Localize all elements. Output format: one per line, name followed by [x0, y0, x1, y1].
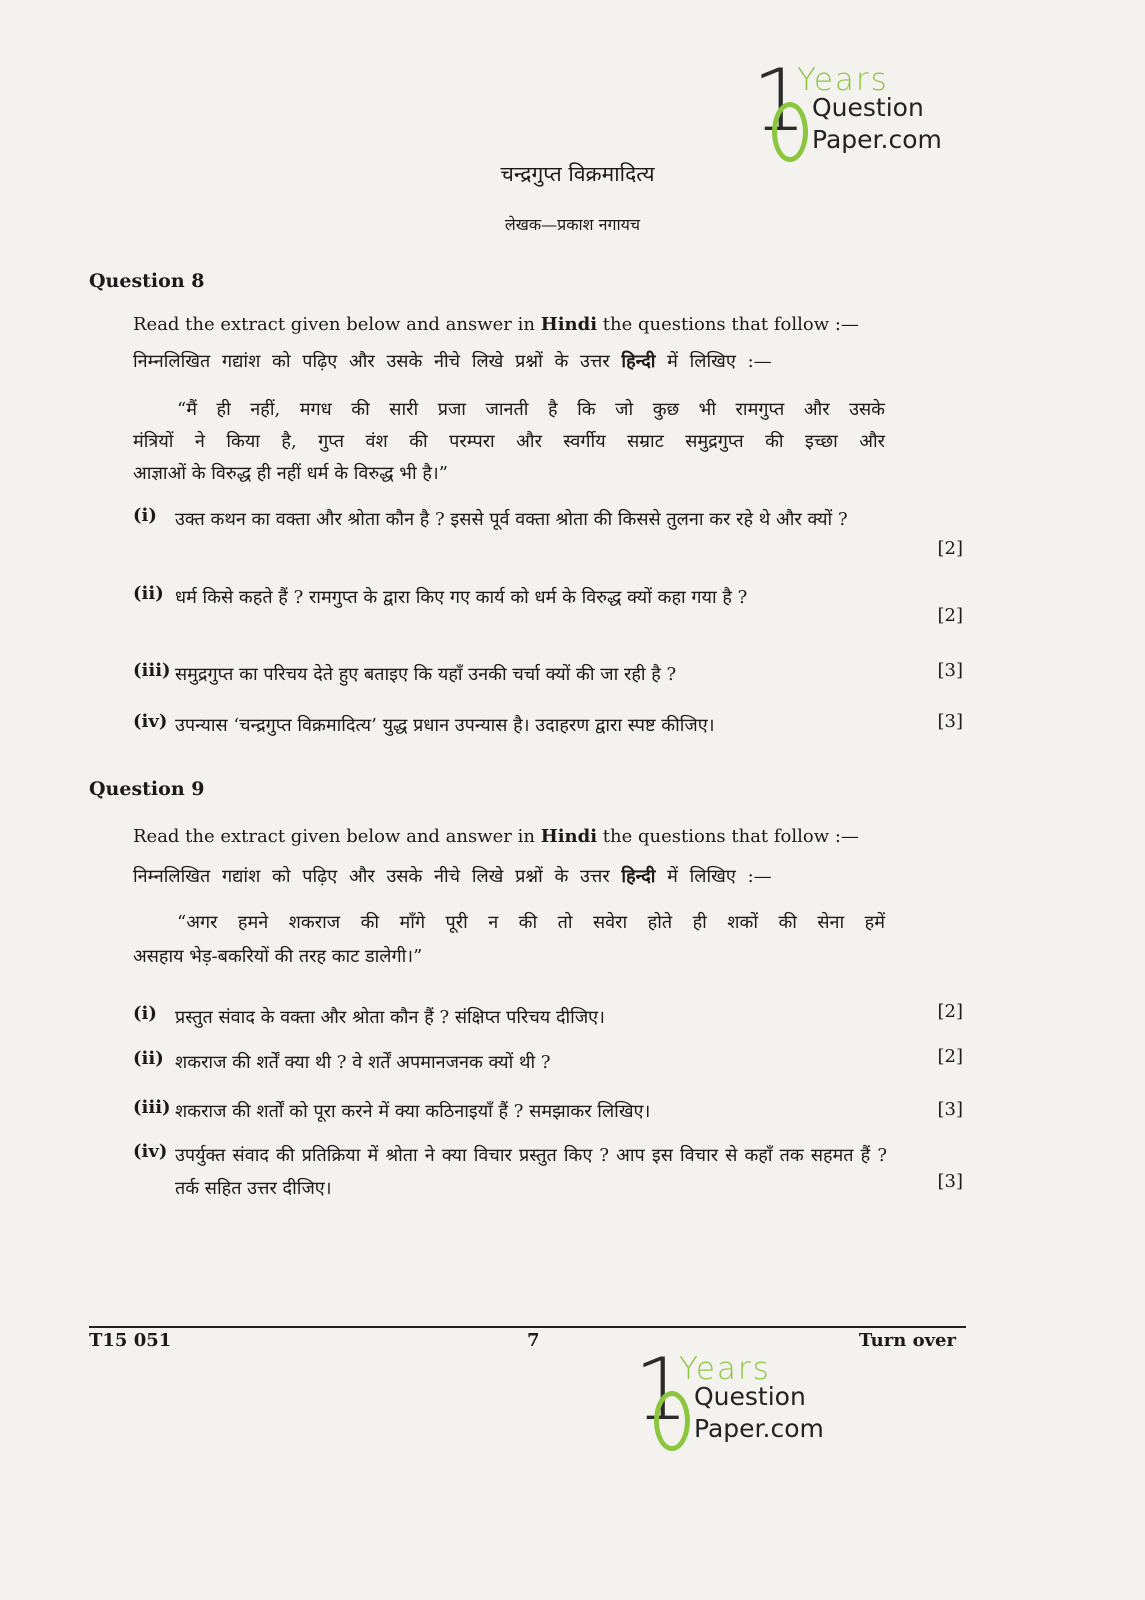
item-text: समुद्रगुप्त का परिचय देते हुए बताइए कि यहाँ उनकी चर्चा क्यों की जा रही है ?	[175, 664, 677, 685]
item-text: उपर्युक्त संवाद की प्रतिक्रिया में श्रोता ने क्या विचार प्रस्तुत किए ? आप इस विचार से कहाँ तक सहमत हैं ? तर्क सहित उत्तर दीजिए।	[175, 1145, 887, 1199]
item-number: (iii)	[133, 660, 171, 681]
q9-instruction-hi	[133, 864, 885, 888]
item-text: प्रस्तुत संवाद के वक्ता और श्रोता कौन हैं ? संक्षिप्त परिचय दीजिए।	[175, 1007, 605, 1028]
q8-instruction-en	[133, 314, 859, 335]
q9-item	[133, 1141, 963, 1207]
logo-paper: Paper.com	[812, 125, 942, 154]
q8-extract-text-1: “मैं ही नहीं, मगध की सारी प्रजा जानती है कि जो कुछ भी रामगुप्त और उसके	[177, 399, 885, 420]
q8-item	[133, 505, 963, 571]
q8-instruction-en-post: the questions that follow :—	[597, 314, 859, 335]
item-marks: [3]	[937, 711, 963, 732]
q8-item	[133, 711, 963, 744]
question-8-heading: Question 8	[89, 270, 205, 292]
logo-question: Question	[812, 93, 924, 122]
q9-instruction-en	[133, 826, 859, 847]
logo-years: Years	[679, 1351, 771, 1387]
q8-instruction-hi-post: में लिखिए :—	[655, 351, 772, 372]
q9-extract-text-1: “अगर हमने शकराज की माँगे पूरी न की तो सवेरा होते ही शकों की सेना हमें	[177, 912, 885, 933]
item-marks: [2]	[937, 605, 963, 626]
item-marks: [3]	[937, 1099, 963, 1120]
q9-item	[133, 1003, 963, 1036]
q9-extract-line-1	[133, 907, 885, 939]
q8-instruction-en-bold: Hindi	[540, 314, 598, 335]
q9-item	[133, 1097, 963, 1130]
item-number: (ii)	[133, 1048, 164, 1069]
q9-instruction-en-post: the questions that follow :—	[597, 826, 859, 847]
q9-instruction-hi-bold: हिन्दी	[621, 866, 656, 887]
q9-instruction-hi-post: में लिखिए :—	[655, 866, 772, 887]
item-marks: [2]	[937, 1001, 963, 1022]
item-text: उपन्यास ‘चन्द्रगुप्त विक्रमादित्य’ युद्ध प्रधान उपन्यास है। उदाहरण द्वारा स्पष्ट कीजिए।	[175, 715, 715, 736]
item-marks: [2]	[937, 538, 963, 559]
q8-extract-line-2: मंत्रियों ने किया है, गुप्त वंश की परम्परा और स्वर्गीय सम्राट समुद्रगुप्त की इच्छा और	[133, 431, 885, 452]
footer-rule	[89, 1326, 966, 1328]
book-title: चन्द्रगुप्त विक्रमादित्य	[500, 162, 655, 186]
logo-question: Question	[694, 1382, 806, 1411]
q8-item	[133, 660, 963, 693]
turn-over-label: Turn over	[858, 1330, 956, 1351]
q8-instruction-hi-pre: निम्नलिखित गद्यांश को पढ़िए और उसके नीचे लिखे प्रश्नों के उत्तर	[133, 351, 622, 372]
q8-extract-line-1	[133, 394, 885, 426]
page-number: 7	[527, 1330, 540, 1351]
item-number: (i)	[133, 1003, 157, 1024]
question-9-heading: Question 9	[89, 778, 205, 800]
item-text: शकराज की शर्तें क्या थी ? वे शर्तें अपमानजनक क्यों थी ?	[175, 1052, 551, 1073]
item-marks: [2]	[937, 1046, 963, 1067]
q9-extract-line-2: असहाय भेड़-बकरियों की तरह काट डालेगी।”	[133, 946, 423, 967]
q9-item	[133, 1048, 963, 1081]
item-text: धर्म किसे कहते हैं ? रामगुप्त के द्वारा किए गए कार्य को धर्म के विरुद्ध क्यों कहा गया है ?	[175, 587, 748, 608]
logo-digit-one: 1	[752, 51, 807, 151]
q8-instruction-hi	[133, 349, 885, 373]
item-number: (ii)	[133, 583, 164, 604]
q8-extract-line-3: आज्ञाओं के विरुद्ध ही नहीं धर्म के विरुद्ध भी है।”	[133, 463, 448, 484]
logo-years: Years	[797, 62, 889, 98]
item-marks: [3]	[937, 660, 963, 681]
logo-digit-one: 1	[634, 1340, 689, 1440]
item-marks: [3]	[937, 1171, 963, 1192]
q8-item	[133, 583, 963, 649]
item-number: (iii)	[133, 1097, 171, 1118]
q9-instruction-en-bold: Hindi	[540, 826, 598, 847]
item-text: शकराज की शर्तों को पूरा करने में क्या कठिनाइयाँ हैं ? समझाकर लिखिए।	[175, 1101, 651, 1122]
q9-instruction-hi-pre: निम्नलिखित गद्यांश को पढ़िए और उसके नीचे लिखे प्रश्नों के उत्तर	[133, 866, 622, 887]
item-number: (iv)	[133, 1141, 168, 1162]
watermark-logo-bottom	[634, 1340, 834, 1465]
item-number: (i)	[133, 505, 157, 526]
logo-ring-icon	[654, 1391, 690, 1451]
paper-code: T15 051	[89, 1330, 172, 1351]
q9-instruction-en-pre: Read the extract given below and answer in	[133, 826, 541, 847]
q8-instruction-hi-bold: हिन्दी	[621, 351, 656, 372]
logo-ring-icon	[772, 102, 808, 162]
logo-paper: Paper.com	[694, 1414, 824, 1443]
author-line: लेखक—प्रकाश नगायच	[504, 215, 641, 234]
item-text: उक्त कथन का वक्ता और श्रोता कौन है ? इससे पूर्व वक्ता श्रोता की किससे तुलना कर रहे थे और क्यों ?	[175, 509, 848, 530]
item-number: (iv)	[133, 711, 168, 732]
q8-instruction-en-pre: Read the extract given below and answer in	[133, 314, 541, 335]
